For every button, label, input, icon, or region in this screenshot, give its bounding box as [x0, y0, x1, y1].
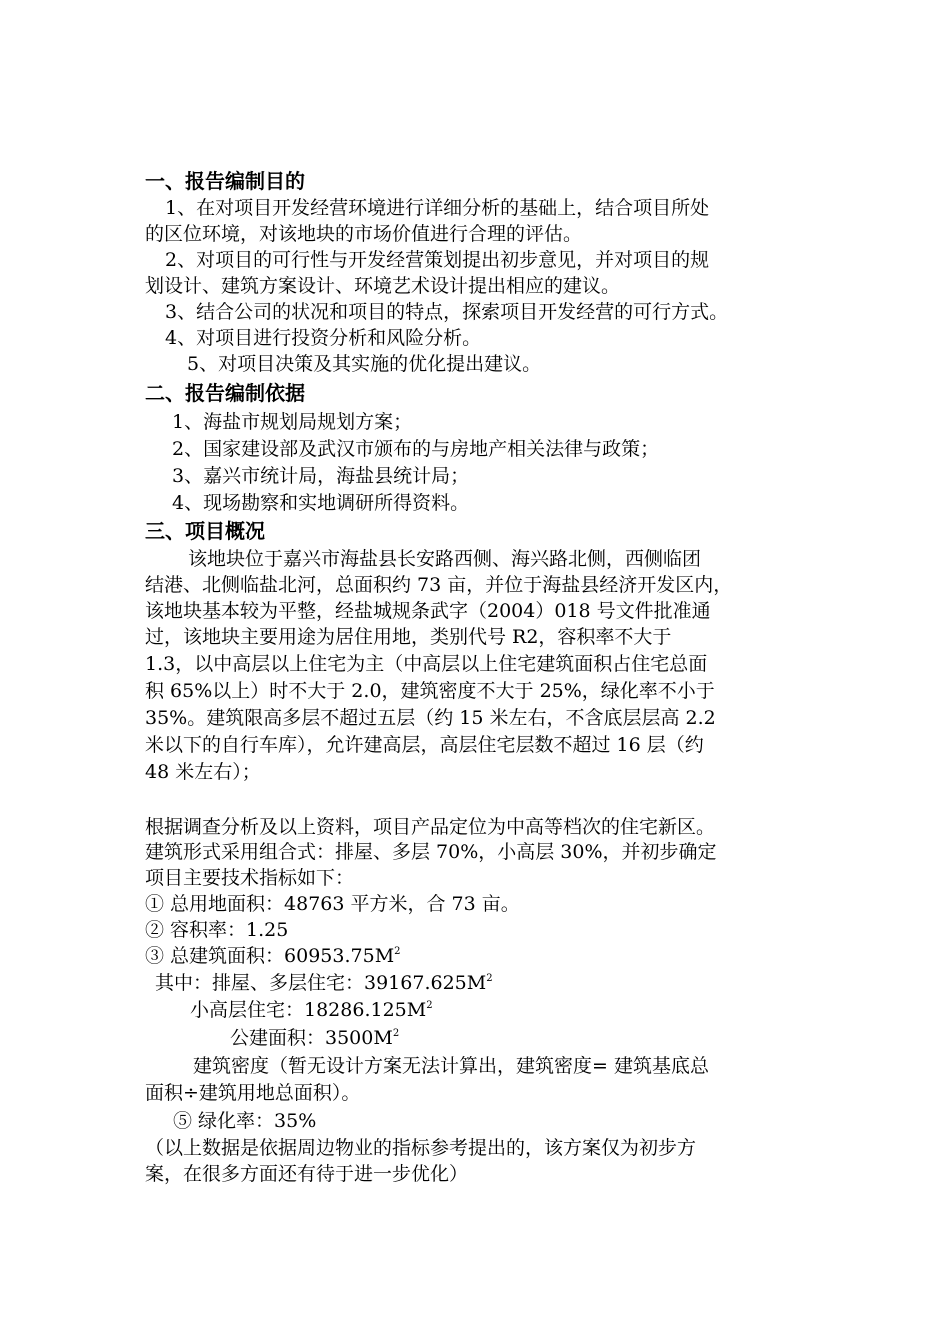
- section-1-heading: 一、报告编制目的: [145, 169, 305, 193]
- s3-para-1-line-2: 结港、北侧临盐北河，总面积约 73 亩，并位于海盐县经济开发区内，: [145, 574, 733, 596]
- s1-item-2-line-1: 2、对项目的可行性与开发经营策划提出初步意见，并对项目的规: [165, 249, 710, 271]
- sub-row-housing: 其中：排屋、多层住宅：$39167.625M^2$: [155, 972, 493, 994]
- superscript: 2: [486, 973, 493, 984]
- s3-para-1-line-5: 1.3，以中高层以上住宅为主（中高层以上住宅建筑面积占住宅总面: [145, 653, 708, 675]
- s1-item-3: 3、结合公司的状况和项目的特点，探索项目开发经营的可行方式。: [165, 301, 729, 323]
- density-line-1: 建筑密度（暂无设计方案无法计算出，建筑密度= 建筑基底总: [193, 1055, 709, 1077]
- s2-item-2: 2、国家建设部及武汉市颁布的与房地产相关法律与政策；: [172, 438, 660, 460]
- s1-item-2-line-2: 划设计、建筑方案设计、环境艺术设计提出相应的建议。: [145, 275, 621, 297]
- section-2-heading: 二、报告编制依据: [145, 381, 305, 405]
- superscript: 2: [392, 1028, 400, 1039]
- s1-item-1-line-1: 1、在对项目开发经营环境进行详细分析的基础上，结合项目所处: [165, 197, 710, 219]
- indicator-green-ratio: ⑤ 绿化率：35%: [173, 1110, 317, 1132]
- s1-item-1-line-2: 的区位环境，对该地块的市场价值进行合理的评估。: [145, 223, 583, 245]
- sub-row-high-rise: 小高层住宅：$18286.125M^2$: [190, 999, 433, 1021]
- s3-para-1-line-8: 米以下的自行车库），允许建高层，高层住宅层数不超过 16 层（约: [145, 734, 704, 756]
- note-line-1: （以上数据是依据周边物业的指标参考提出的，该方案仅为初步方: [145, 1137, 697, 1159]
- superscript: 2: [394, 946, 401, 957]
- s3-para-2-line-3: 项目主要技术指标如下：: [145, 867, 355, 889]
- note-line-2: 案，在很多方面还有待于进一步优化）: [145, 1163, 469, 1185]
- s3-para-1-line-7: 35%。建筑限高多层不超过五层（约 15 米左右，不含底层层高 2.2: [145, 707, 716, 729]
- s3-para-1-line-4: 过，该地块主要用途为居住用地，类别代号 R2，容积率不大于: [145, 626, 672, 648]
- s3-para-1-line-9: 48 米左右）；: [145, 761, 261, 783]
- s3-para-1-line-1: 该地块位于嘉兴市海盐县长安路西侧、海兴路北侧，西侧临团: [188, 548, 702, 570]
- s2-item-1: 1、海盐市规划局规划方案；: [172, 411, 413, 433]
- s3-para-1-line-6: 积 65%以上）时不大于 2.0，建筑密度不大于 25%，绿化率不小于: [145, 680, 715, 702]
- s3-para-2-line-1: 根据调查分析及以上资料，项目产品定位为中高等档次的住宅新区。: [145, 816, 716, 838]
- s1-item-4: 4、对项目进行投资分析和风险分析。: [165, 327, 482, 349]
- section-3-heading: 三、项目概况: [145, 519, 265, 543]
- indicator-plot-ratio: ② 容积率：1.25: [145, 919, 289, 941]
- indicator-total-floor-area: ③ 总建筑面积：$60953.75M^2$: [145, 945, 401, 967]
- indicator-total-land-area: ① 总用地面积：48763 平方米，合 73 亩。: [145, 893, 520, 915]
- superscript: 2: [426, 1000, 433, 1011]
- s2-item-3: 3、嘉兴市统计局，海盐县统计局；: [172, 465, 470, 487]
- s3-para-2-line-2: 建筑形式采用组合式：排屋、多层 70%，小高层 30%，并初步确定: [145, 841, 717, 863]
- sub-row-public-buildings: 公建面积：$3500M^2$: [230, 1027, 400, 1049]
- density-line-2: 面积÷建筑用地总面积）。: [145, 1082, 361, 1104]
- s1-item-5: 5、对项目决策及其实施的优化提出建议。: [187, 353, 542, 375]
- s2-item-4: 4、现场勘察和实地调研所得资料。: [172, 492, 470, 514]
- s3-para-1-line-3: 该地块基本较为平整，经盐城规条武字（2004）018 号文件批准通: [145, 600, 711, 622]
